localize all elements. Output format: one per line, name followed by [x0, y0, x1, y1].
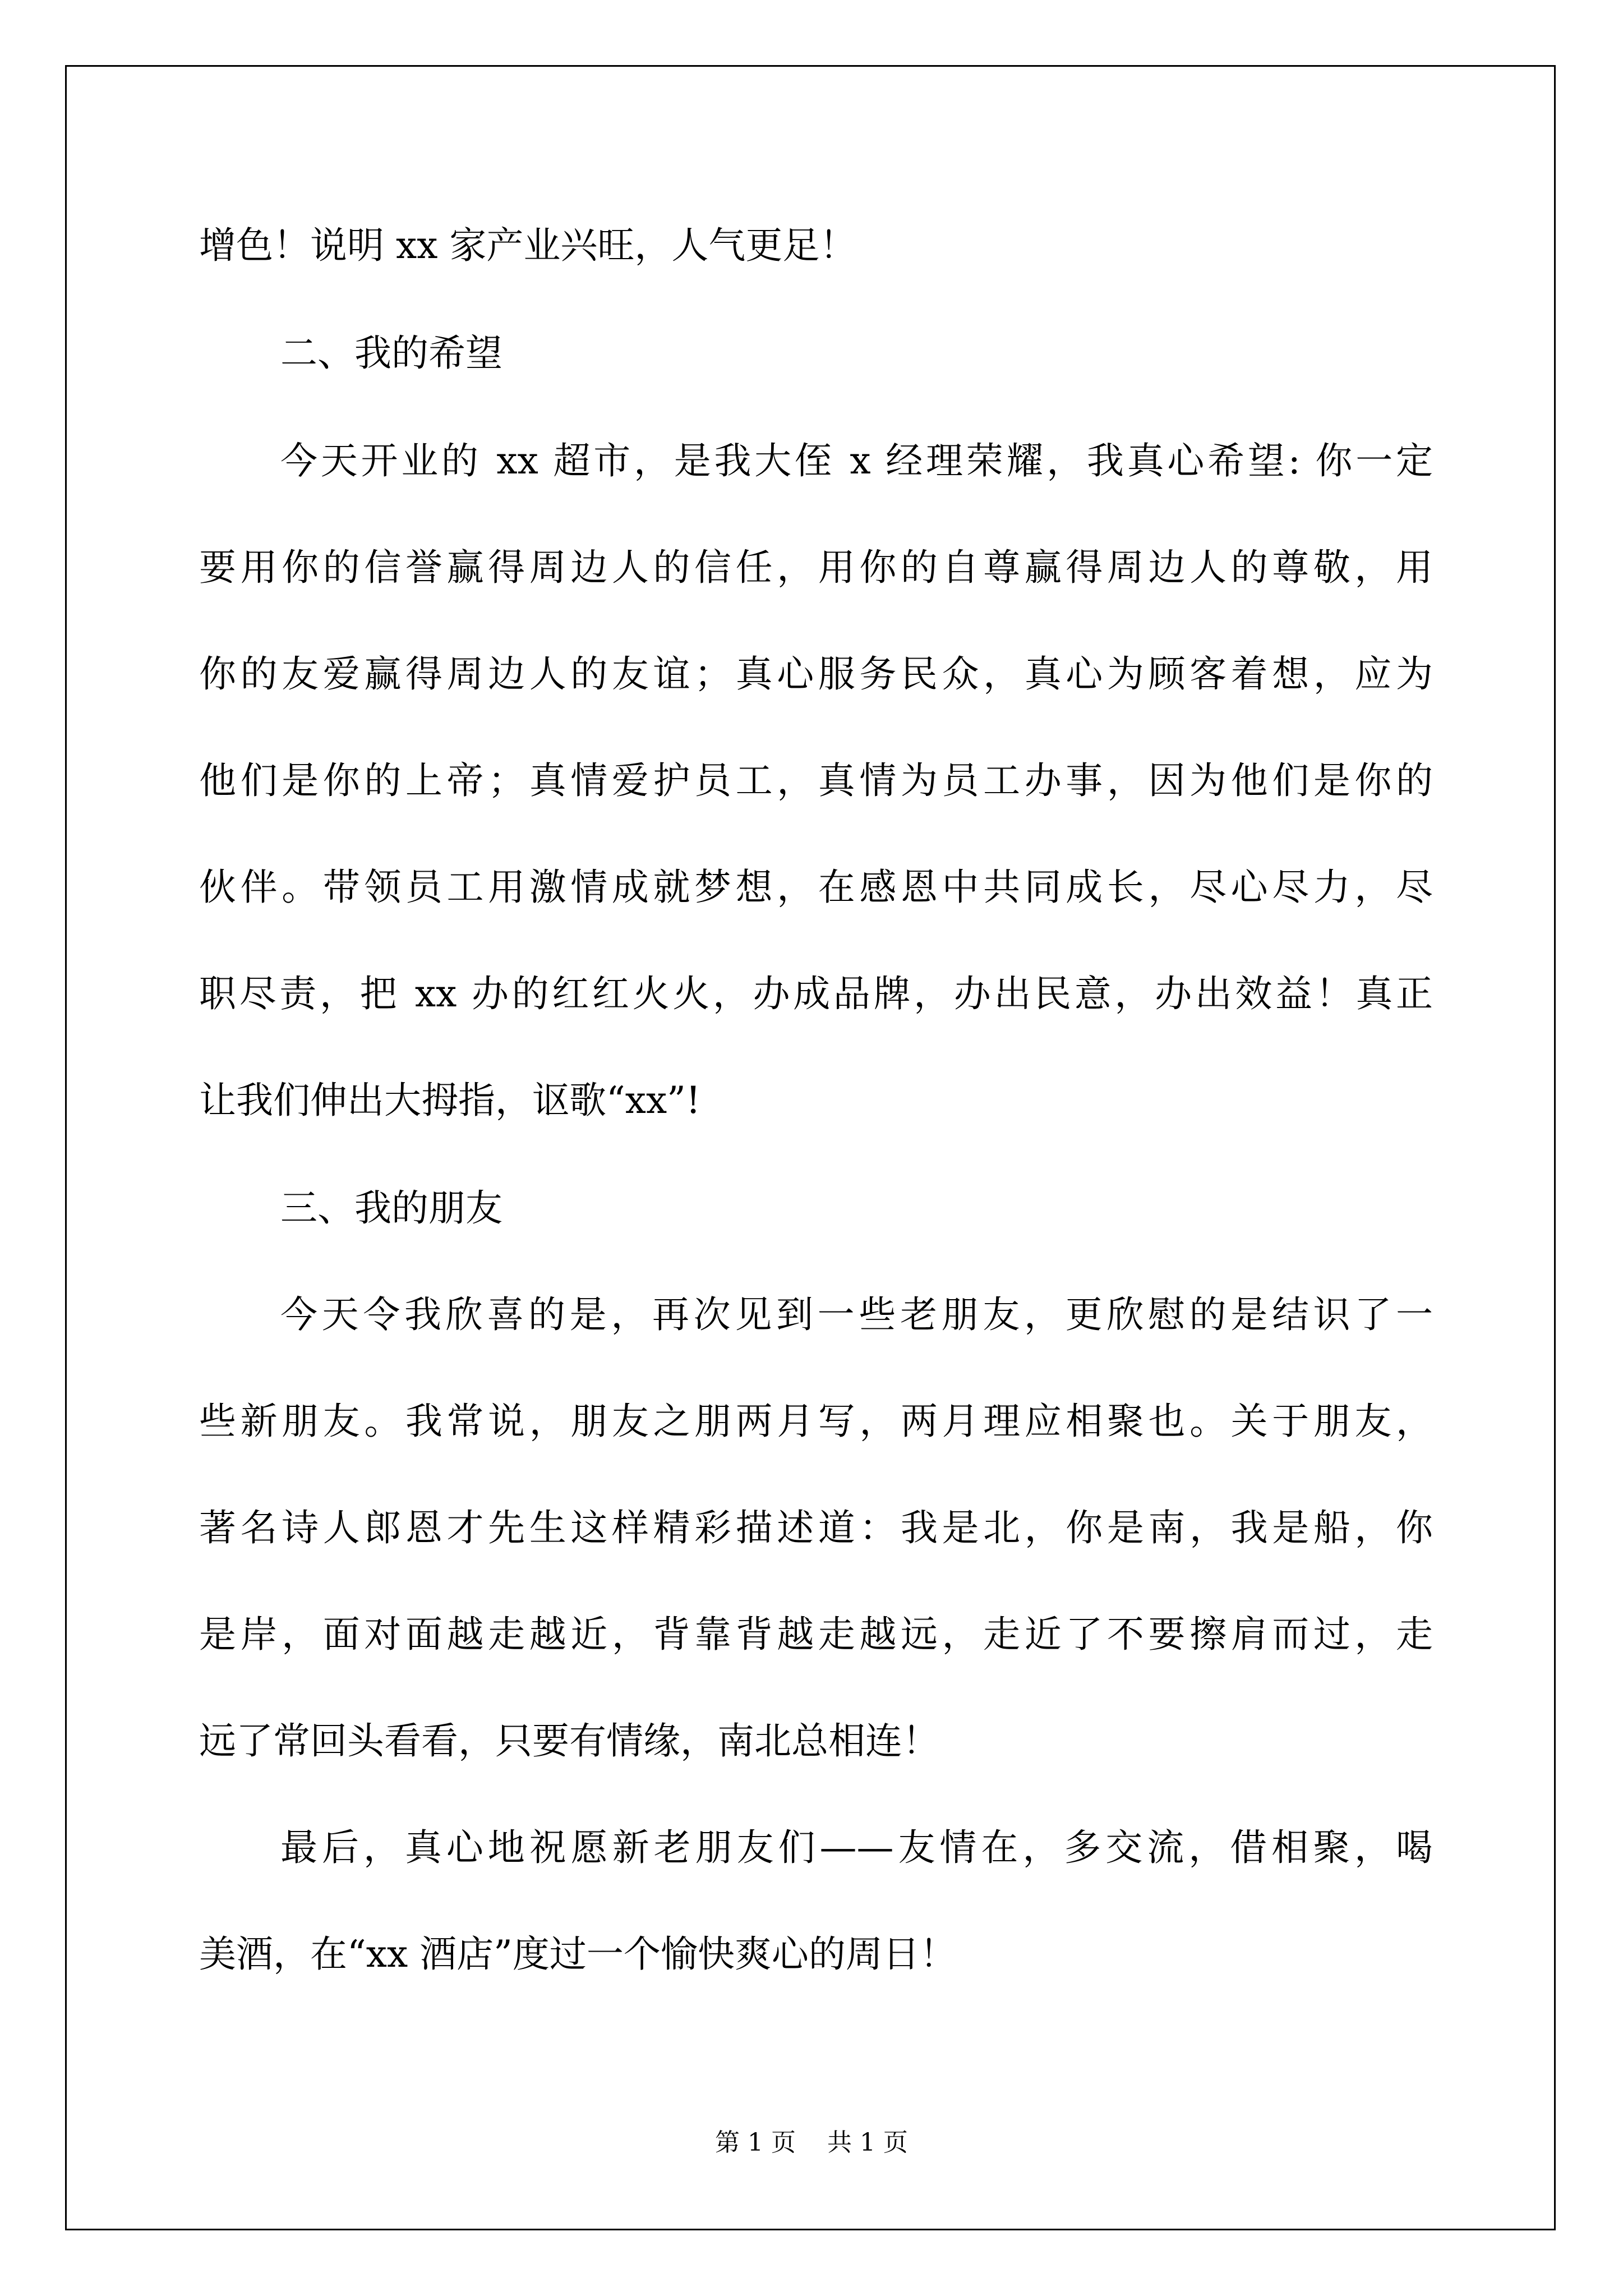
text-line: 些新朋友。我常说，朋友之朋两月写，两月理应相聚也。关于朋友， — [199, 1400, 1433, 1443]
text-line: 今天令我欣喜的是，再次见到一些老朋友，更欣慰的是结识了一 — [280, 1293, 1433, 1336]
text-line: 增色！说明 xx 家产业兴旺，人气更足！ — [199, 224, 857, 267]
page-border — [65, 65, 1556, 2230]
text-line: 让我们伸出大拇指，讴歌“xx”! — [199, 1079, 701, 1122]
text-line: 美酒，在“xx 酒店”度过一个愉快爽心的周日！ — [199, 1932, 957, 1976]
text-line: 要用你的信誉赢得周边人的信任，用你的自尊赢得周边人的尊敬，用 — [199, 546, 1433, 589]
section-heading: 二、我的希望 — [280, 332, 502, 375]
section-heading: 三、我的朋友 — [280, 1186, 502, 1230]
text-line: 著名诗人郎恩才先生这样精彩描述道：我是北，你是南，我是船，你 — [199, 1506, 1433, 1549]
text-line: 职尽责，把 xx 办的红红火火，办成品牌，办出民意，办出效益！真正 — [199, 972, 1433, 1015]
text-line: 你的友爱赢得周边人的友谊；真心服务民众，真心为顾客着想，应为 — [199, 652, 1433, 696]
page-footer — [0, 2126, 1623, 2160]
text-line: 远了常回头看看，只要有情缘，南北总相连！ — [199, 1719, 939, 1763]
text-line: 他们是你的上帝；真情爱护员工，真情为员工办事，因为他们是你的 — [199, 759, 1433, 802]
text-line: 伙伴。带领员工用激情成就梦想，在感恩中共同成长，尽心尽力，尽 — [199, 866, 1433, 909]
page-number: 第 1 页 — [715, 2128, 796, 2157]
page-total: 共 1 页 — [827, 2128, 908, 2157]
text-line: 是岸，面对面越走越近，背靠背越走越远，走近了不要擦肩而过，走 — [199, 1613, 1433, 1656]
text-line: 最后，真心地祝愿新老朋友们——友情在，多交流，借相聚，喝 — [280, 1826, 1433, 1869]
text-line: 今天开业的 xx 超市，是我大侄 x 经理荣耀，我真心希望: 你一定 — [280, 439, 1433, 482]
